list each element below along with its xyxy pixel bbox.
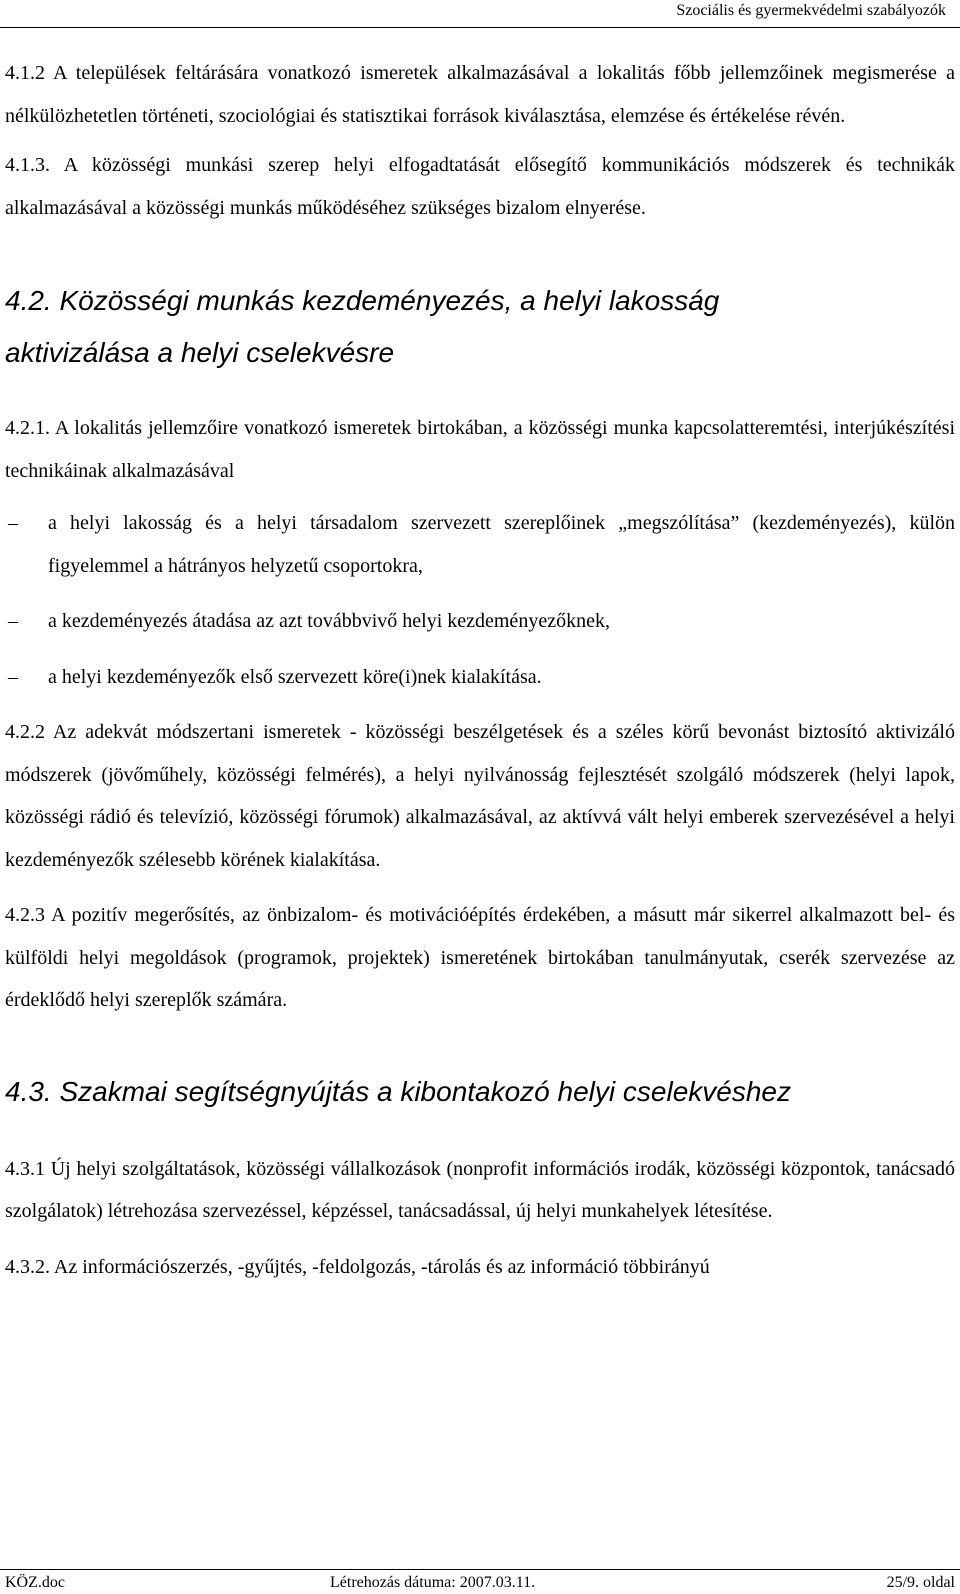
list-item: [5, 502, 955, 587]
footer-filename: KÖZ.doc: [5, 1574, 65, 1591]
heading-4-2-line2: aktivizálása a helyi cselekvésre: [5, 337, 395, 368]
paragraph-4-2-2: 4.2.2 Az adekvát módszertani ismeretek - közösségi beszélgetések és a széles körű bevonást biztosító aktivizáló módszerek (jövőműhely, közösségi felmérés), a helyi nyilvánosság fejlesztését szolgáló módszerek (helyi lapok, közösségi rádió és televízió, közösségi fórumok) alkalmazásával, az aktívvá vált helyi emberek szervezésével a helyi kezdeményezők szélesebb körének kialakítása.: [5, 721, 955, 871]
list-item-text: a helyi kezdeményezők első szervezett köre(i)nek kialakítása.: [48, 665, 542, 688]
paragraph-4-2-1: 4.2.1. A lokalitás jellemzőire vonatkozó ismeretek birtokában, a közösségi munka kapcsolatteremtési, interjúkészítési technikáinak alkalmazásával: [5, 417, 955, 482]
footer-page-number: 25/9. oldal: [886, 1574, 955, 1591]
page-footer: [0, 1569, 960, 1593]
dash-bullet-icon: –: [8, 512, 18, 534]
section-heading-4-3: 4.3. Szakmai segítségnyújtás a kibontakozó helyi cselekvéshez: [5, 1075, 791, 1107]
list-item: [5, 656, 955, 699]
section-heading-4-2: [5, 275, 955, 379]
paragraph-4-2-3: 4.2.3 A pozitív megerősítés, az önbizalom- és motivációépítés érdekében, a másutt már sikerrel alkalmazott bel- és külföldi helyi megoldások (programok, projektek) ismeretének birtokában tanulmányutak, cserék szervezése az érdeklődő helyi szereplők számára.: [5, 904, 955, 1011]
header-title: Szociális és gyermekvédelmi szabályozók: [676, 2, 946, 19]
paragraph-4-3-1: 4.3.1 Új helyi szolgáltatások, közösségi vállalkozások (nonprofit információs irodák, közösségi központok, tanácsadó szolgálatok) létrehozása szervezéssel, képzéssel, tanácsadással, új helyi munkahelyek létesítése.: [5, 1157, 955, 1222]
footer-created-date: Létrehozás dátuma: 2007.03.11.: [330, 1574, 536, 1591]
document-body: [5, 52, 955, 1288]
paragraph-4-3-2: 4.3.2. Az információszerzés, -gyűjtés, -feldolgozás, -tárolás és az információ többirányú: [5, 1255, 710, 1278]
heading-4-2-line1: 4.2. Közösségi munkás kezdeményezés, a helyi lakosság: [5, 285, 720, 316]
dash-bullet-icon: –: [8, 610, 18, 632]
list-item-text: a helyi lakosság és a helyi társadalom szervezett szereplőinek „megszólítása” (kezdeményezés), külön figyelemmel a hátrányos helyzetű csoportokra,: [48, 512, 955, 577]
paragraph-4-1-2: 4.1.2 A települések feltárására vonatkozó ismeretek alkalmazásával a lokalitás főbb jellemzőinek megismerése a nélkülözhetetlen történeti, szociológiai és statisztikai források kiválasztása, elemzése és értékelése révén.: [5, 62, 955, 127]
list-item-text: a kezdeményezés átadása az azt továbbvivő helyi kezdeményezőknek,: [48, 610, 610, 632]
list-item: [5, 600, 955, 643]
paragraph-4-1-3: 4.1.3. A közösségi munkási szerep helyi elfogadtatását elősegítő kommunikációs módszerek és technikák alkalmazásával a közösségi munkás működéséhez szükséges bizalom elnyerése.: [5, 154, 955, 219]
page-header: [0, 0, 960, 28]
bullet-list: [5, 502, 955, 698]
dash-bullet-icon: –: [8, 665, 18, 688]
